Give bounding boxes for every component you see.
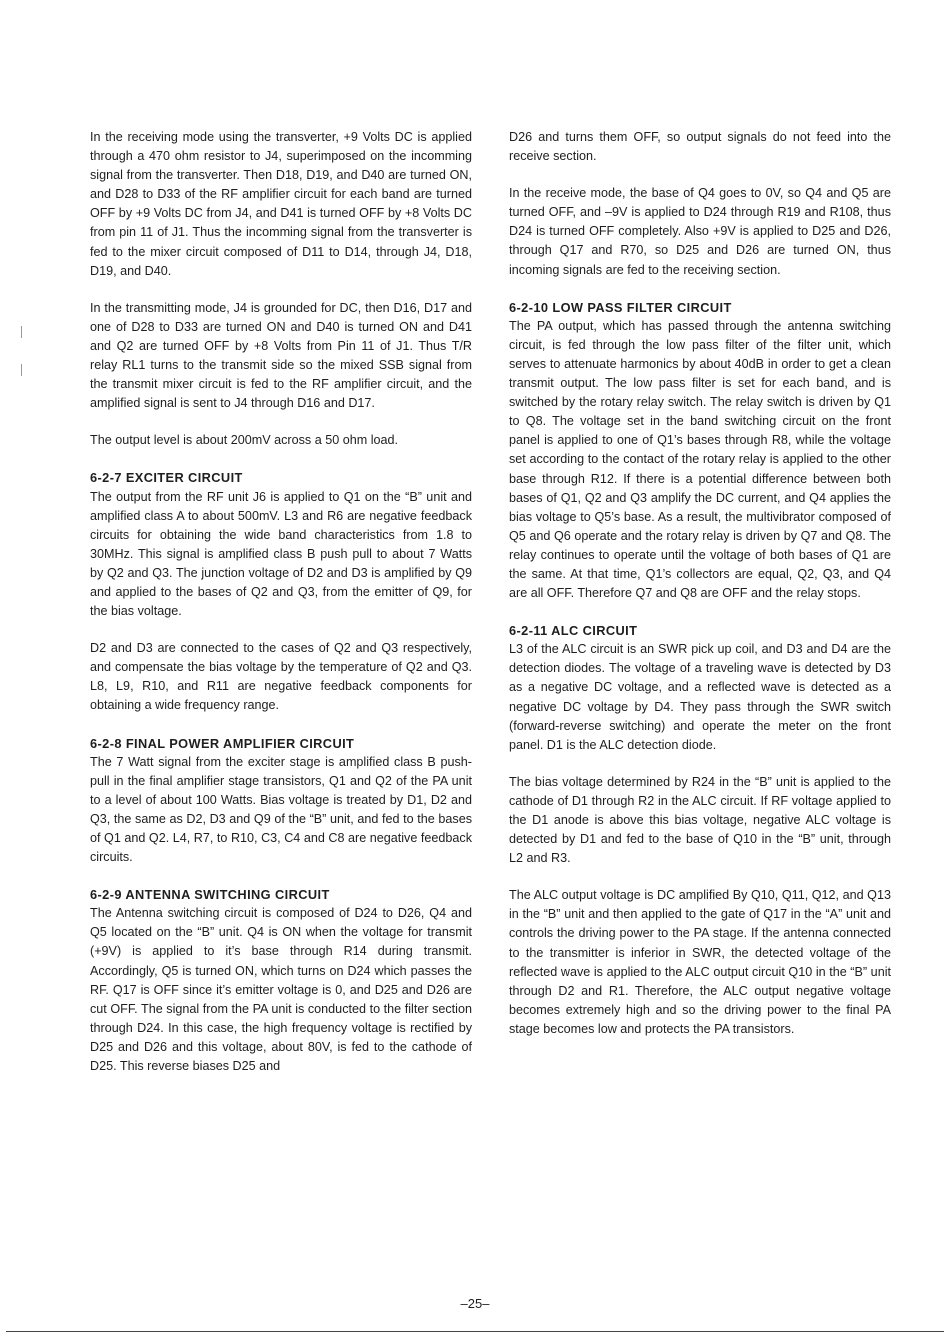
paragraph: L3 of the ALC circuit is an SWR pick up coil, and D3 and D4 are the detection diodes. The voltage of a traveling wave is detected by D3 as a negative DC voltage, and a reflected wave is detected as a negative DC voltage by D4. They pass through the SWR switch (forward-reverse switching) and operate the meter on the front panel. D1 is the ALC detection diode. xyxy=(509,642,891,752)
paragraph: The output level is about 200mV across a 50 ohm load. xyxy=(90,433,399,448)
paragraph: The Antenna switching circuit is composed of D24 to D26, Q4 and Q5 located on the “B” unit. Q4 is ON when the voltage for transmit (+9V) is applied to it’s base through R14 during transmit. Accordingly, Q5 is turned ON, which turns on D24 which passes the RF. Q17 is OFF since it’s emitter voltage is 0, and D25 and D26 are cut OFF. The signal from the PA unit is conducted to the filter section through D24. In this case, the high frequency voltage is rectified by D25 and D26 and this voltage, about 80V, is fed to the cathode of D25. This reverse biases D25 and xyxy=(90,906,472,1074)
paragraph: The output from the RF unit J6 is applied to Q1 on the “B” unit and amplified class A to about 500mV. L3 and R6 are negative feedback circuits for obtaining the wide band characteristics from 1.8 to 30MHz. This signal is amplified class B push pull to about 7 Watts by Q2 and Q3. The junction voltage of D2 and D3 is amplified by Q9 and applied to the bases of Q2 and Q3, from the emitter of Q9, for the bias voltage. xyxy=(90,489,472,619)
section-heading: 6-2-9 ANTENNA SWITCHING CIRCUIT xyxy=(90,887,330,903)
paragraph: The PA output, which has passed through the antenna switching circuit, is fed through the low pass filter of the filter unit, which serves to attenuate harmonics by about 40dB in order to get a clean transmit output. The low pass filter is set for each band, and is switched by the rotary relay switch. The relay switch is driven by Q1 to Q8. The voltage set in the band switching circuit on the front panel is applied to one of Q1’s bases through R8, while the voltage set according to the contact of the rotary relay is applied to the other base through R12. If there is a potential difference between both bases of Q1, Q2 and Q3 amplify the DC current, and Q4 applies the bias voltage to Q5’s base. As a result, the multivibrator composed of Q5 and Q6 operate and the rotary relay is driven by Q7 and Q8. The relay continues to operate until the voltage of both bases of Q1 are the same. At that time, Q1’s collectors are equal, Q2, Q3, and Q4 are all OFF. Therefore Q7 and Q8 are OFF and the relay stops. xyxy=(509,318,891,601)
section-antenna-switching xyxy=(90,885,472,1076)
paragraph: In the transmitting mode, J4 is grounded for DC, then D16, D17 and one of D28 to D33 are turned ON and D40 is turned ON and D41 and Q2 are turned OFF by +8 Volts from Pin 11 of J1. Thus T/R relay RL1 turns to the transmit side so the mixed SSB signal from the transmit mixer circuit is fed to the RF amplifier circuit, and the amplified signal is sent to J4 through D16 and D17. xyxy=(90,300,472,411)
section-exciter-circuit xyxy=(90,468,472,715)
paragraph: D26 and turns them OFF, so output signals do not feed into the receive section. xyxy=(509,130,891,164)
paragraph: The 7 Watt signal from the exciter stage is amplified class B push-pull in the final amplifier stage transistors, Q1 and Q2 of the PA unit to a level of about 100 Watts. Bias voltage is treated by D1, D2 and Q3, the same as D2, D3 and Q9 of the “B” unit, and fed to the bases of Q1 and Q2. L4, R7, to R10, C3, C4 and C8 are negative feedback circuits. xyxy=(90,754,472,865)
paragraph: D2 and D3 are connected to the cases of Q2 and Q3 respectively, and compensate the bias voltage by the temperature of Q2 and Q3. L8, L9, R10, and R11 are negative feedback components for obtaining a wide frequency range. xyxy=(90,641,472,713)
section-heading: 6-2-7 EXCITER CIRCUIT xyxy=(90,470,243,486)
paragraph: In the receiving mode using the transverter, +9 Volts DC is applied through a 470 ohm resistor to J4, superimposed on the incomming signal from the transverter. Then D18, D19, and D40 are turned ON, and D28 to D33 of the RF amplifier circuit for each band are turned OFF by +9 Volts DC from J4, and D41 is turned OFF by +8 Volts DC from pin 11 of J1. Thus the incomming signal from the transverter is fed to the mixer circuit composed of D11 to D14, through J4, D18, D19, and D40. xyxy=(90,130,472,278)
right-column xyxy=(509,128,891,1057)
section-heading: 6-2-11 ALC CIRCUIT xyxy=(509,623,638,639)
section-heading: 6-2-8 FINAL POWER AMPLIFIER CIRCUIT xyxy=(90,735,355,751)
page-number: –25– xyxy=(460,1296,490,1311)
margin-mark xyxy=(21,326,22,338)
section-alc-circuit xyxy=(509,621,891,1039)
left-column xyxy=(90,128,472,1094)
section-final-power-amplifier xyxy=(90,734,472,868)
paragraph: The ALC output voltage is DC amplified By Q10, Q11, Q12, and Q13 in the “B” unit and then applied to the gate of Q17 in the “A” unit and controls the driving power to the PA stage. If the antenna connected to the transmitter is inferior in SWR, the detected voltage of the reflected wave is applied to the ALC output circuit Q10 in the “B” unit through D2 and R1. Therefore, the ALC output negative voltage becomes extremely high and so the driving power to the final PA stage becomes low and protects the PA transistors. xyxy=(509,888,891,1036)
paragraph: In the receive mode, the base of Q4 goes to 0V, so Q4 and Q5 are turned OFF, and –9V is applied to D24 through R19 and R108, thus D24 is turned OFF completely. Also +9V is applied to D25 and D26, through Q17 and R70, so D25 and D26 are turned ON, thus incoming signals are fed to the receiving section. xyxy=(509,186,891,277)
margin-mark xyxy=(21,364,22,376)
section-heading: 6-2-10 LOW PASS FILTER CIRCUIT xyxy=(509,299,732,315)
section-low-pass-filter xyxy=(509,298,891,604)
footer-rule xyxy=(6,1331,944,1332)
paragraph: The bias voltage determined by R24 in the “B” unit is applied to the cathode of D1 through R2 in the ALC circuit. If RF voltage applied to the D1 anode is above this bias voltage, negative ALC voltage is detected by D1 and fed to the base of Q10 in the “B” unit, through L2 and R3. xyxy=(509,774,891,866)
